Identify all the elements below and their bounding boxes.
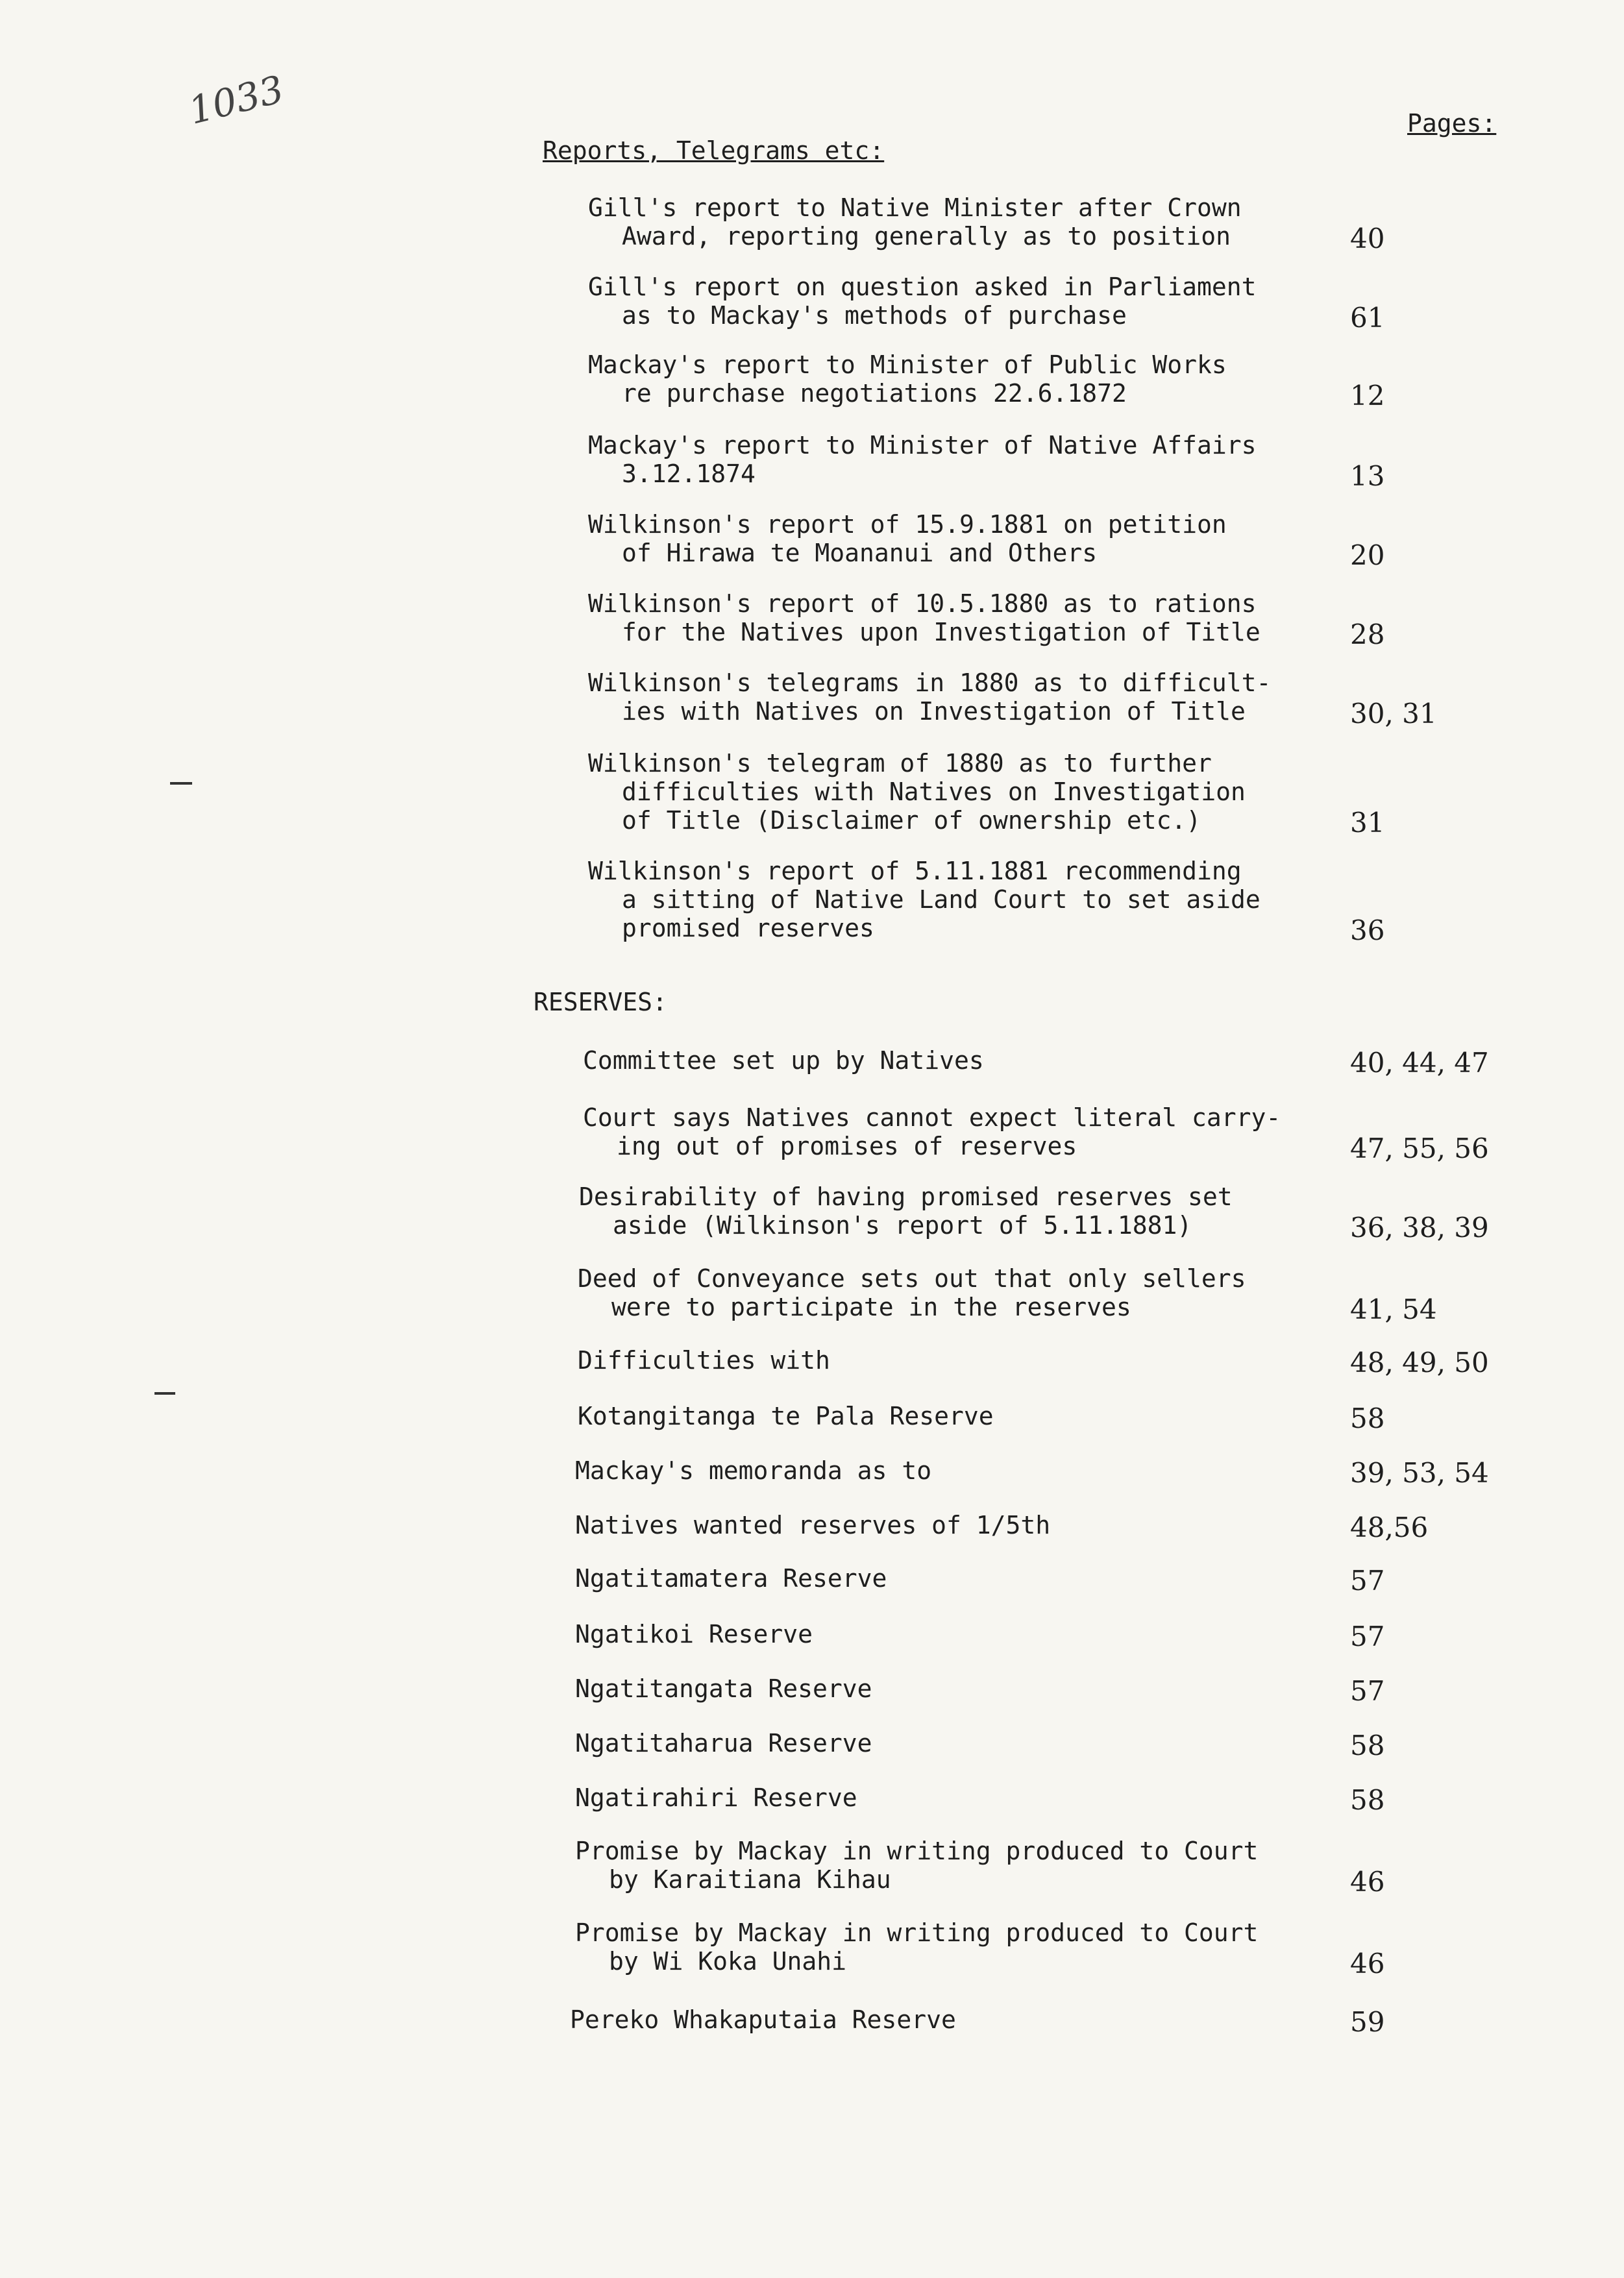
entry-page-numbers: 28: [1350, 618, 1385, 650]
entry-description: [588, 749, 1246, 835]
entry-page-numbers: 58: [1350, 1784, 1385, 1816]
entry-page-numbers: 46: [1350, 1866, 1385, 1898]
margin-mark: [170, 782, 192, 785]
entry-page-numbers: 39, 53, 54: [1350, 1457, 1489, 1489]
entry-page-numbers: 30, 31: [1350, 698, 1437, 729]
entry-page-numbers: 40, 44, 47: [1350, 1047, 1489, 1079]
entry-line: difficulties with Natives on Investigation: [622, 778, 1246, 806]
entry-line: Ngatitangata Reserve: [575, 1674, 872, 1703]
section-heading-reports: Reports, Telegrams etc:: [543, 136, 885, 165]
entry-description: [578, 1346, 830, 1375]
entry-line: as to Mackay's methods of purchase: [622, 301, 1127, 330]
entry-page-numbers: 20: [1350, 539, 1385, 571]
entry-line: Wilkinson's report of 10.5.1880 as to rations: [588, 589, 1257, 618]
entry-line: 3.12.1874: [622, 459, 756, 488]
entry-line: Desirability of having promised reserves set: [579, 1182, 1233, 1211]
entry-page-numbers: 57: [1350, 1621, 1385, 1652]
handwritten-note: 1033: [184, 67, 288, 133]
entry-description: [575, 1620, 813, 1648]
entry-line: Natives wanted reserves of 1/5th: [575, 1511, 1051, 1539]
entry-line: Ngatitaharua Reserve: [575, 1729, 872, 1757]
entry-line: by Karaitiana Kihau: [609, 1865, 891, 1894]
entry-line: were to participate in the reserves: [611, 1293, 1131, 1321]
entry-line: aside (Wilkinson's report of 5.11.1881): [613, 1211, 1192, 1240]
entry-description: [579, 1182, 1233, 1240]
entry-line: Wilkinson's telegram of 1880 as to further: [588, 749, 1212, 778]
entry-description: [588, 193, 1242, 251]
entry-line: Pereko Whakaputaia Reserve: [570, 2005, 956, 2034]
entry-line: Promise by Mackay in writing produced to Court: [575, 1837, 1259, 1865]
entry-page-numbers: 46: [1350, 1948, 1385, 1979]
entry-page-numbers: 61: [1350, 302, 1385, 334]
margin-mark: [154, 1392, 175, 1395]
entry-line: Ngatikoi Reserve: [575, 1620, 813, 1648]
entry-description: [575, 1564, 887, 1593]
entry-description: [588, 273, 1257, 330]
entry-description: [575, 1837, 1258, 1894]
entry-line: Mackay's report to Minister of Public Works: [588, 350, 1227, 379]
entry-line: of Title (Disclaimer of ownership etc.): [622, 806, 1201, 835]
entry-line: ies with Natives on Investigation of Title: [622, 697, 1246, 726]
entry-description: [588, 589, 1261, 646]
section-heading-reserves: RESERVES:: [534, 988, 667, 1016]
entry-description: [578, 1264, 1246, 1321]
entry-line: Difficulties with: [578, 1346, 830, 1375]
entry-line: Ngatirahiri Reserve: [575, 1783, 857, 1812]
entry-line: promised reserves: [622, 914, 874, 942]
entry-description: [588, 857, 1261, 942]
entry-page-numbers: 57: [1350, 1675, 1385, 1707]
entry-page-numbers: 48, 49, 50: [1350, 1347, 1489, 1378]
entry-line: Court says Natives cannot expect literal carry-: [583, 1103, 1281, 1132]
entry-line: a sitting of Native Land Court to set aside: [622, 885, 1261, 914]
entry-description: [575, 1783, 857, 1812]
entry-page-numbers: 58: [1350, 1402, 1385, 1434]
entry-description: [575, 1918, 1258, 1976]
entry-description: [575, 1674, 872, 1703]
entry-page-numbers: 40: [1350, 223, 1385, 254]
entry-page-numbers: 13: [1350, 460, 1385, 492]
entry-line: Committee set up by Natives: [583, 1046, 984, 1075]
entry-page-numbers: 12: [1350, 380, 1385, 411]
entry-line: by Wi Koka Unahi: [609, 1947, 847, 1976]
entry-description: [588, 510, 1227, 567]
entry-line: of Hirawa te Moananui and Others: [622, 539, 1098, 567]
entry-line: Wilkinson's report of 5.11.1881 recommending: [588, 857, 1242, 885]
entry-description: [588, 350, 1227, 408]
entry-page-numbers: 58: [1350, 1730, 1385, 1761]
entry-line: Deed of Conveyance sets out that only sellers: [578, 1264, 1246, 1293]
entry-line: Mackay's report to Minister of Native Affairs: [588, 431, 1257, 459]
entry-description: [575, 1511, 1050, 1539]
entry-page-numbers: 47, 55, 56: [1350, 1133, 1489, 1164]
entry-line: Award, reporting generally as to position: [622, 222, 1231, 251]
entry-description: [583, 1103, 1281, 1160]
entry-description: [575, 1729, 872, 1757]
entry-line: Gill's report to Native Minister after Crown: [588, 193, 1242, 222]
entry-line: re purchase negotiations 22.6.1872: [622, 379, 1127, 408]
entry-line: for the Natives upon Investigation of Title: [622, 618, 1261, 646]
pages-column-header: Pages:: [1407, 109, 1497, 138]
entry-page-numbers: 36: [1350, 914, 1385, 946]
entry-description: [583, 1046, 984, 1075]
entry-page-numbers: 31: [1350, 807, 1385, 839]
entry-line: Ngatitamatera Reserve: [575, 1564, 887, 1593]
entry-page-numbers: 59: [1350, 2006, 1385, 2038]
entry-description: [578, 1402, 994, 1430]
entry-page-numbers: 48,56: [1350, 1512, 1429, 1543]
entry-page-numbers: 36, 38, 39: [1350, 1212, 1489, 1243]
entry-description: [570, 2005, 956, 2034]
entry-line: Wilkinson's report of 15.9.1881 on petition: [588, 510, 1227, 539]
entry-page-numbers: 41, 54: [1350, 1293, 1437, 1325]
entry-line: Kotangitanga te Pala Reserve: [578, 1402, 994, 1430]
entry-description: [588, 431, 1257, 488]
entry-line: Promise by Mackay in writing produced to Court: [575, 1918, 1259, 1947]
entry-line: ing out of promises of reserves: [617, 1132, 1077, 1160]
entry-line: Gill's report on question asked in Parliament: [588, 273, 1257, 301]
entry-description: [588, 668, 1271, 726]
entry-line: Wilkinson's telegrams in 1880 as to difficult-: [588, 668, 1272, 697]
entry-description: [575, 1456, 931, 1485]
entry-page-numbers: 57: [1350, 1565, 1385, 1597]
entry-line: Mackay's memoranda as to: [575, 1456, 932, 1485]
